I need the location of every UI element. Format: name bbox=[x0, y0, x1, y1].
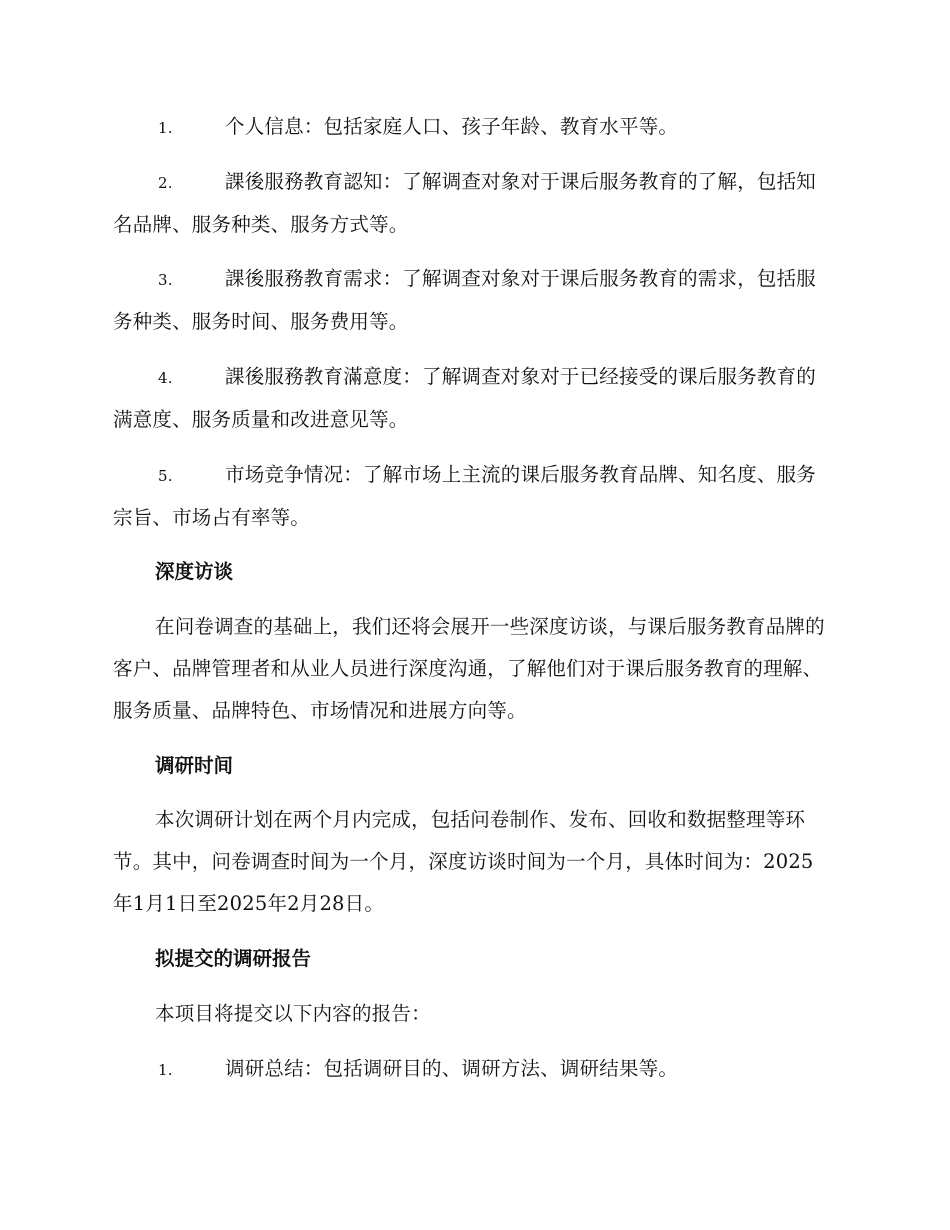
list-number: 1. bbox=[158, 119, 173, 137]
list-item bbox=[113, 106, 833, 149]
list-number: 5. bbox=[158, 467, 173, 485]
list-item-text: 调研总结：包括调研目的、调研方法、调研结果等。 bbox=[225, 1057, 679, 1080]
list-number: 2. bbox=[158, 174, 173, 192]
list-item bbox=[113, 258, 833, 343]
list-item-text: 課後服務教育滿意度：了解调查对象对于已经接受的课后服务教育的满意度、服务质量和改进意见等。 bbox=[113, 365, 817, 431]
list-item-text: 个人信息：包括家庭人口、孩子年龄、教育水平等。 bbox=[225, 115, 679, 138]
list-number: 3. bbox=[158, 271, 173, 289]
body-paragraph: 本项目将提交以下内容的报告： bbox=[155, 1002, 431, 1025]
list-item-text: 課後服務教育認知：了解调查对象对于课后服务教育的了解，包括知名品牌、服务种类、服务方式等。 bbox=[113, 170, 817, 236]
list-item-text: 課後服務教育需求：了解调查对象对于课后服务教育的需求，包括服务种类、服务时间、服务费用等。 bbox=[113, 267, 817, 333]
body-paragraph: 在问卷调查的基础上，我们还将会展开一些深度访谈，与课后服务教育品牌的客户、品牌管理者和从业人员进行深度沟通，了解他们对于课后服务教育的理解、服务质量、品牌特色、市场情况和进展方向等。 bbox=[113, 615, 825, 722]
list-item bbox=[113, 454, 833, 539]
body-paragraph: 本次调研计划在两个月内完成，包括问卷制作、发布、回收和数据整理等环节。其中，问卷调查时间为一个月，深度访谈时间为一个月，具体时间为：2025年1月1日至2025年2月28日。 bbox=[113, 808, 814, 915]
section-heading: 深度访谈 bbox=[155, 560, 234, 583]
list-item bbox=[113, 1048, 833, 1091]
list-number: 1. bbox=[158, 1061, 173, 1079]
section-heading: 拟提交的调研报告 bbox=[155, 947, 312, 970]
list-item bbox=[113, 161, 833, 246]
section-heading: 调研时间 bbox=[155, 754, 234, 777]
list-item bbox=[113, 356, 833, 441]
list-item-text: 市场竞争情况：了解市场上主流的课后服务教育品牌、知名度、服务宗旨、市场占有率等。 bbox=[113, 463, 817, 529]
list-number: 4. bbox=[158, 369, 173, 387]
